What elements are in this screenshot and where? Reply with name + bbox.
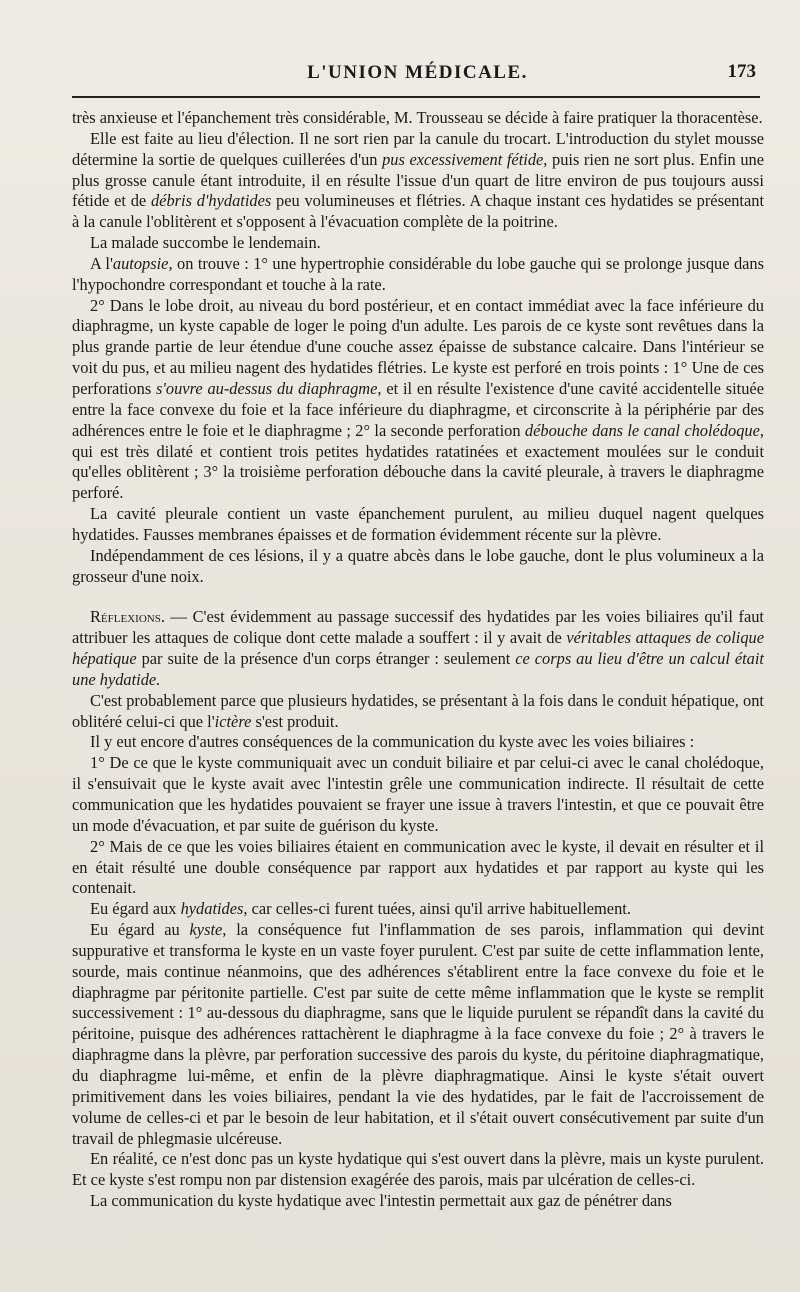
italic-text: débouche dans le canal cholédoque <box>524 420 760 440</box>
paragraph-p6 <box>72 546 764 588</box>
paragraph-p13 <box>72 920 764 1149</box>
italic-text: kyste <box>189 920 223 940</box>
paragraph-p3 <box>72 254 764 296</box>
paragraph-p7 <box>72 607 764 690</box>
text-segment: , puis rien ne sort plus. Enfin une plus grosse canule étant introduite, il en résulte l'issue d'un quart de litre environ de pus toujours aussi fétide et de <box>72 149 764 211</box>
text-segment: — C'est évidemment au passage successif des hydatides par les voies biliaires qu'il faut attribuer les attaques de colique dont cette malade a souffert : il y avait de <box>72 607 764 648</box>
text-segment: C'est probablement parce que plusieurs hydatides, se présentant à la fois dans le conduit hépatique, ont oblitéré celui-ci que l' <box>72 690 764 731</box>
italic-text: s'ouvre au-dessus du diaphragme <box>156 378 378 398</box>
paragraph-p8 <box>72 691 764 733</box>
italic-text: ictère <box>214 711 252 731</box>
text-segment: Eu égard au <box>90 920 190 940</box>
paragraph-p4 <box>72 296 764 504</box>
italic-text: pus excessivement fétide <box>382 149 544 169</box>
page-number: 173 <box>727 61 756 82</box>
italic-text: véritables attaques de colique hépatique <box>72 628 765 669</box>
text-segment: En réalité, ce n'est donc pas un kyste hydatique qui s'est ouvert dans la plèvre, mais un kyste purulent. Et ce kyste s'est rompu non par distension exagérée des parois, mais par ulcération de celles-ci. <box>72 1149 764 1190</box>
text-segment: 2° Dans le lobe droit, au niveau du bord postérieur, et en contact immédiat avec la face inférieure du diaphragme, un kyste capable de loger le poing d'un adulte. Les parois de ce kyste sont revêtues dans la plus grande partie de leur étendue d'une couche assez épaisse de substance calcaire. Dans l'intérieur se voit du pus, et au milieu nagent des hydatides flétries. Le kyste est perforé en trois points : 1° Une de ces perforations <box>72 295 764 398</box>
paragraph-p15 <box>72 1191 764 1212</box>
paragraph-p1 <box>72 129 764 233</box>
text-segment: Eu égard aux <box>90 899 181 919</box>
text-segment: , la conséquence fut l'inflammation de ses parois, inflammation qui devint suppurative et transforma le kyste en un vaste foyer purulent. C'est par suite de cette inflammation lente, sourde, mais continue néanmoins, que des adhérences s'établirent entre la face convexe du foie et le diaphragme par péritonite partielle. C'est par suite de cette même inflammation que le kyste se remplit successivement : 1° au-dessous du diaphragme, sans que le liquide purulent se répandît dans la cavité du péritoine, puisque des adhérences rattachèrent le diaphragme à la face convexe du foie ; 2° à travers le diaphragme dans la plèvre, par perforation successive des parois du kyste, du péritoine diaphragmatique, du diaphragme lui-même, et enfin de la plèvre diaphragmatique. Ainsi le kyste s'était ouvert primitivement dans les voies biliaires, pendant la vie des hydatides, par le fait de l'accroissement de volume de celles-ci et par le besoin de leur habitation, et il s'était ouvert consécutivement par suite d'un travail de phlegmasie ulcéreuse. <box>72 920 764 1148</box>
page-header <box>75 58 760 92</box>
text-segment: Indépendamment de ces lésions, il y a quatre abcès dans le lobe gauche, dont le plus volumineux a la grosseur d'une noix. <box>72 545 764 586</box>
text-segment: La malade succombe le lendemain. <box>90 233 321 253</box>
italic-text: hydatides <box>180 899 244 919</box>
italic-text: ce corps au lieu d'être un calcul était une hydatide. <box>72 649 764 689</box>
text-segment: Il y eut encore d'autres conséquences de la communication du kyste avec les voies biliaires : <box>90 732 695 752</box>
italic-text: débris d'hydatides <box>150 191 272 211</box>
text-segment: par suite de la présence d'un corps étranger : seulement <box>136 649 516 669</box>
text-segment: 2° Mais de ce que les voies biliaires étaient en communication avec le kyste, il devait en résulter et il en était résulté une double conséquence par rapport aux hydatides et par rapport au kyste qui les contenait. <box>72 836 764 898</box>
text-segment: peu volumineuses et flétries. A chaque instant ces hydatides se présentant à la canule l'oblitèrent et s'opposent à l'évacuation complète de la poitrine. <box>72 191 765 232</box>
text-segment: La cavité pleurale contient un vaste épanchement purulent, au milieu duquel nagent quelques hydatides. Fausses membranes épaisses et de formation évidemment récente sur la plèvre. <box>72 504 764 544</box>
paragraph-p10 <box>72 753 764 836</box>
header-rule <box>72 96 760 98</box>
paragraph-p0 <box>72 108 764 129</box>
text-segment: Elle est faite au lieu d'élection. Il ne sort rien par la canule du trocart. L'introduction du stylet mousse détermine la sortie de quelques cuillerées d'un <box>72 128 764 169</box>
paragraph-p11 <box>72 837 764 900</box>
text-segment: , car celles-ci furent tuées, ainsi qu'il arrive habituellement. <box>243 899 631 919</box>
paragraph-p9 <box>72 732 764 753</box>
body-text <box>72 108 764 1212</box>
text-segment: 1° De ce que le kyste communiquait avec un conduit biliaire et par celui-ci avec le canal cholédoque, il s'ensuivait que le kyste avait avec l'intestin grêle une communication indirecte. Il résultait de cette communication que les hydatides pouvaient se frayer une issue à travers l'intestin, et que ce pouvait être un mode d'évacuation, et par suite de guérison du kyste. <box>72 753 764 835</box>
text-segment: , qui est très dilaté et contient trois petites hydatides ratatinées et exactement moulées sur le conduit qu'elles oblitèrent ; 3° la troisième perforation débouche dans la cavité pleurale, à travers le diaphragme perforé. <box>72 420 764 503</box>
paragraph-p14 <box>72 1149 764 1191</box>
text-segment: La communication du kyste hydatique avec l'intestin permettait aux gaz de pénétrer dans <box>90 1191 672 1211</box>
paragraph-p5 <box>72 504 764 546</box>
text-segment: , et il en résulte l'existence d'une cavité accidentelle située entre la face convexe du foie et la face inférieure du diaphragme, et circonscrite à la périphérie par des adhérences entre le foie et le diaphragme ; 2° la seconde perforation <box>72 378 764 440</box>
paragraph-p2 <box>72 233 764 254</box>
section-heading-label: Réflexions. <box>90 607 165 627</box>
text-segment: A l' <box>90 253 113 273</box>
text-segment: s'est produit. <box>251 711 339 731</box>
text-segment: , on trouve : 1° une hypertrophie considérable du lobe gauche qui se prolonge jusque dans l'hypochondre correspondant et touche à la rate. <box>72 253 764 294</box>
paragraph-p12 <box>72 899 764 920</box>
italic-text: autopsie <box>112 253 169 273</box>
running-title: L'UNION MÉDICALE. <box>307 62 528 83</box>
text-segment: très anxieuse et l'épanchement très considérable, M. Trousseau se décide à faire pratiquer la thoracentèse. <box>72 108 763 127</box>
